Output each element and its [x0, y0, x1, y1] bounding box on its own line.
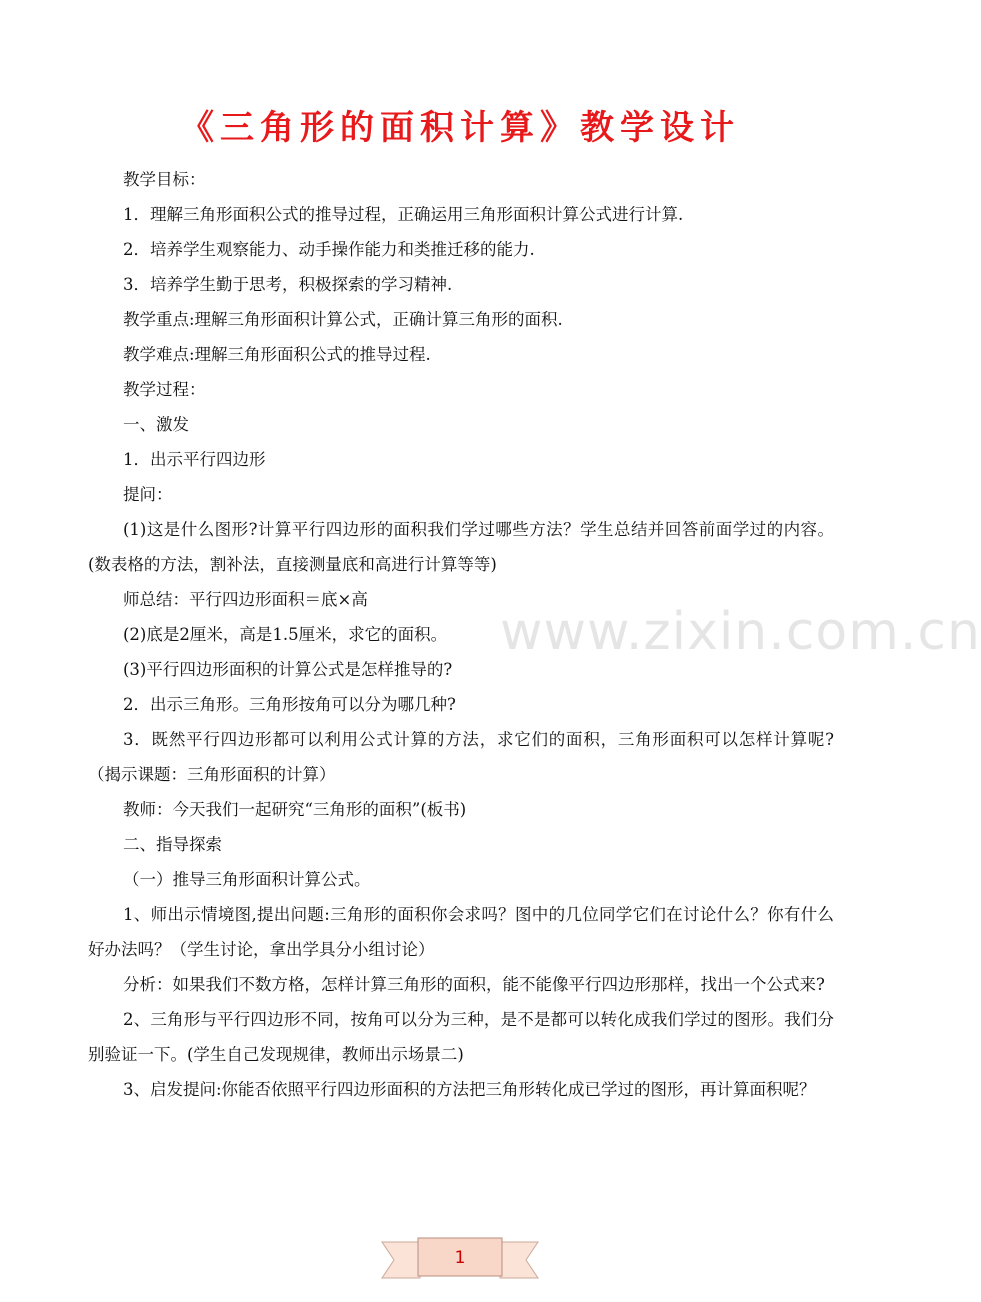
paragraph: 1．出示平行四边形	[123, 450, 266, 469]
paragraph: 3、启发提问:你能否依照平行四边形面积的方法把三角形转化成已学过的图形，再计算面积呢？	[123, 1080, 816, 1099]
paragraph: (3)平行四边形面积的计算公式是怎样推导的?	[123, 660, 453, 679]
paragraph: （一）推导三角形面积计算公式。	[123, 870, 371, 889]
paragraph: 3．既然平行四边形都可以利用公式计算的方法，求它们的面积，三角形面积可以怎样计算呢?（揭示课题：三角形面积的计算）	[88, 730, 834, 784]
paragraph: 教学目标：	[123, 170, 206, 189]
paragraph: (2)底是2厘米，高是1.5厘米，求它的面积。	[123, 625, 448, 644]
paragraph: 提问：	[123, 485, 173, 504]
paragraph: 1、师出示情境图,提出问题:三角形的面积你会求吗？图中的几位同学它们在讨论什么？你有什么好办法吗？（学生讨论，拿出学具分小组讨论）	[88, 905, 834, 959]
paragraph: (1)这是什么图形?计算平行四边形的面积我们学过哪些方法？学生总结并回答前面学过的内容。(数表格的方法，割补法，直接测量底和高进行计算等等)	[88, 520, 834, 574]
paragraph: 教师：今天我们一起研究“三角形的面积”(板书)	[123, 800, 467, 819]
paragraph: 教学难点:理解三角形面积公式的推导过程.	[123, 345, 431, 364]
page-number-badge	[380, 1236, 540, 1282]
paragraph: 教学重点:理解三角形面积计算公式，正确计算三角形的面积.	[123, 310, 563, 329]
paragraph: 二、指导探索	[123, 835, 222, 854]
document-title: 《三角形的面积计算》教学设计	[180, 108, 740, 148]
paragraph: 1．理解三角形面积公式的推导过程，正确运用三角形面积计算公式进行计算.	[123, 205, 684, 224]
page-number: 1	[454, 1248, 466, 1268]
watermark: www.zixin.com.cn	[500, 602, 981, 662]
paragraph: 教学过程：	[123, 380, 206, 399]
paragraph: 2、三角形与平行四边形不同，按角可以分为三种，是不是都可以转化成我们学过的图形。我们分别验证一下。(学生自己发现规律，教师出示场景二)	[88, 1010, 834, 1064]
paragraph: 师总结：平行四边形面积＝底×高	[123, 590, 368, 609]
paragraph: 一、激发	[123, 415, 189, 434]
paragraph: 2．培养学生观察能力、动手操作能力和类推迁移的能力.	[123, 240, 535, 259]
paragraph: 分析：如果我们不数方格，怎样计算三角形的面积，能不能像平行四边形那样，找出一个公式来?	[123, 975, 825, 994]
paragraph: 2．出示三角形。三角形按角可以分为哪几种?	[123, 695, 456, 714]
paragraph: 3．培养学生勤于思考，积极探索的学习精神.	[123, 275, 453, 294]
